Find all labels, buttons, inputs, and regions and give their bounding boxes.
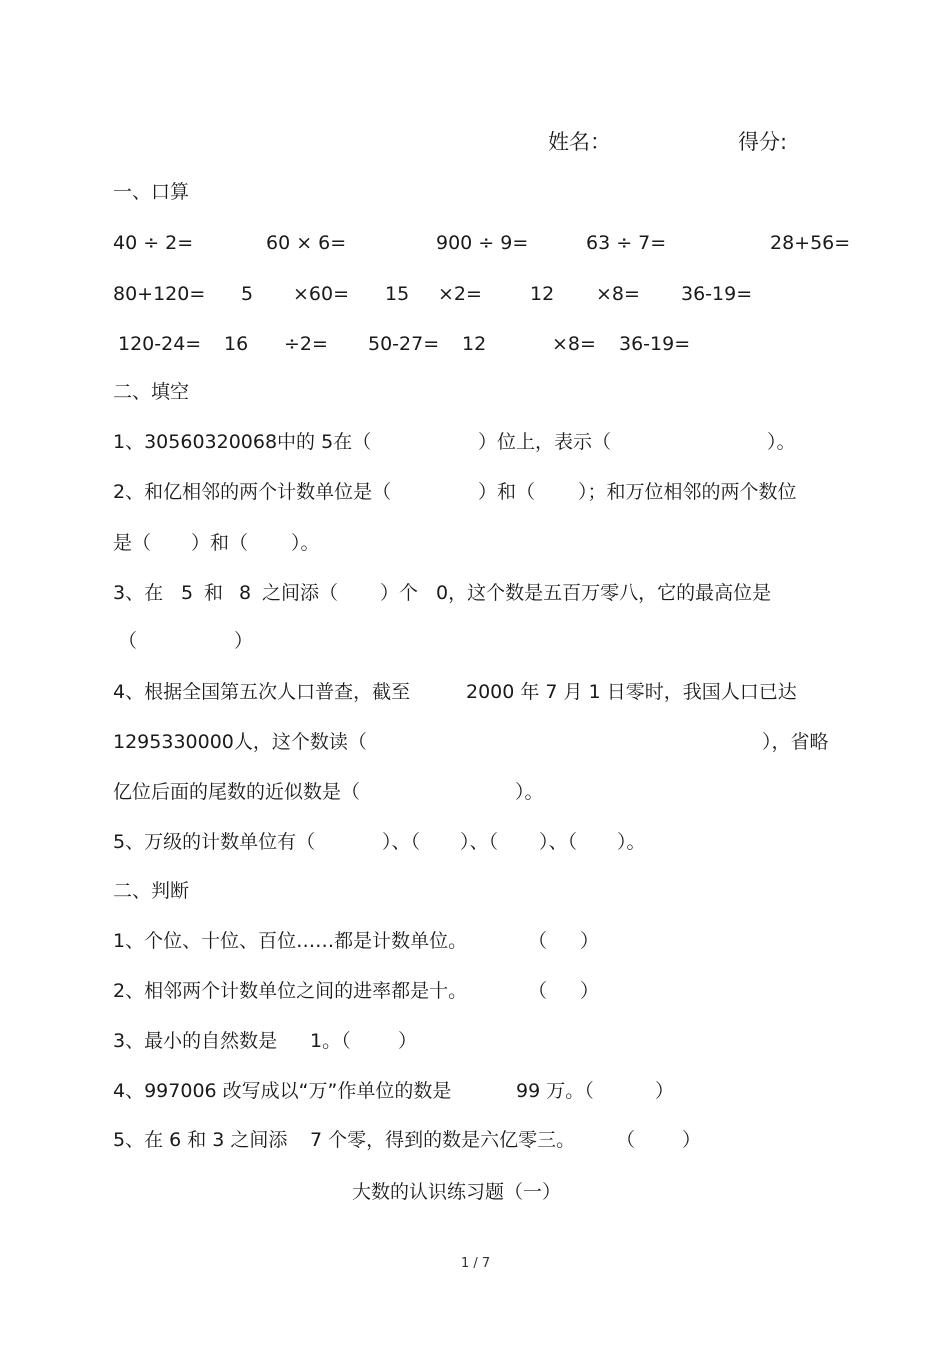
- question-text: 4、997006 改写成以“万”作单位的数是: [113, 1080, 452, 1102]
- document-title: 大数的认识练习题（一）: [352, 1181, 562, 1203]
- calc-item: 15: [385, 283, 410, 305]
- question-text: 2、和亿相邻的两个计数单位是（: [113, 481, 392, 503]
- question-text: ）。: [617, 831, 646, 853]
- calc-item: 40 ÷ 2=: [113, 232, 194, 254]
- section-title-true-false: 二、判断: [113, 880, 190, 902]
- score-label: 得分:: [738, 130, 788, 154]
- question-text: 1、30560320068中的 5在（: [113, 431, 372, 453]
- calc-item: 36-19=: [681, 283, 753, 305]
- question-text: （: [118, 630, 138, 652]
- question-text: 99 万。（: [516, 1080, 594, 1102]
- section-title-fill-blank: 二、填空: [113, 381, 190, 403]
- calc-item: ×8=: [552, 333, 596, 355]
- question-text: 7 个零，得到的数是六亿零三。: [310, 1129, 576, 1151]
- question-text: ）、（: [539, 831, 578, 853]
- question-text: 2000 年 7 月 1 日零时，我国人口已达: [466, 681, 797, 703]
- question-text: 亿位后面的尾数的近似数是（: [113, 781, 361, 803]
- question-text: ）位上，表示（: [478, 431, 612, 453]
- calc-item: 80+120=: [113, 283, 206, 305]
- question-text: 2、相邻两个计数单位之间的进率都是十。: [113, 980, 468, 1002]
- calc-item: ÷2=: [284, 333, 328, 355]
- page-number: 1 / 7: [461, 1256, 491, 1271]
- answer-bracket-close: ）: [580, 980, 600, 1002]
- calc-item: ×8=: [596, 283, 640, 305]
- answer-bracket-close: ）: [398, 1030, 418, 1052]
- calc-item: 16: [224, 333, 249, 355]
- answer-bracket-close: ）: [655, 1080, 675, 1102]
- question-text: ）个: [380, 582, 419, 604]
- question-text: ）、（: [460, 831, 499, 853]
- calc-item: 5: [241, 283, 254, 305]
- question-text: ）和（: [191, 532, 249, 554]
- question-text: ）。: [767, 431, 796, 453]
- calc-item: 12: [462, 333, 487, 355]
- calc-item: 28+56=: [770, 232, 851, 254]
- calc-item: 900 ÷ 9=: [436, 232, 529, 254]
- answer-bracket-close: ）: [580, 930, 600, 952]
- calc-item: 12: [530, 283, 555, 305]
- calc-item: 36-19=: [619, 333, 691, 355]
- calc-item: 63 ÷ 7=: [586, 232, 667, 254]
- question-text: 1。（: [310, 1030, 351, 1052]
- question-text: 之间添（: [262, 582, 339, 604]
- section-title-mental-math: 一、口算: [113, 181, 190, 203]
- question-text: 4、根据全国第五次人口普查，截至: [113, 681, 411, 703]
- question-text: ）和（: [478, 481, 536, 503]
- question-text: 5: [181, 582, 194, 604]
- question-text: 0，这个数是五百万零八，它的最高位是: [436, 582, 772, 604]
- question-text: 是（: [113, 532, 152, 554]
- answer-bracket-open: （: [528, 980, 548, 1002]
- question-text: ）。: [291, 532, 320, 554]
- name-label: 姓名：: [548, 130, 611, 154]
- question-text: ）: [234, 630, 254, 652]
- question-text: 5、万级的计数单位有（: [113, 831, 316, 853]
- question-text: 3、最小的自然数是: [113, 1030, 278, 1052]
- answer-bracket-open: （: [528, 930, 548, 952]
- question-text: 3、在: [113, 582, 164, 604]
- calc-item: ×2=: [438, 283, 482, 305]
- question-text: ），省略: [762, 731, 829, 753]
- calc-item: ×60=: [293, 283, 350, 305]
- question-text: ）。: [515, 781, 544, 803]
- question-text: 和: [204, 582, 224, 604]
- question-text: ）、（: [382, 831, 421, 853]
- question-text: 1295330000人，这个数读（: [113, 731, 367, 753]
- question-text: ）；和万位相邻的两个数位: [578, 481, 797, 503]
- question-text: 8: [239, 582, 252, 604]
- question-text: 5、在 6 和 3 之间添: [113, 1129, 288, 1151]
- answer-bracket-close: ）: [682, 1129, 702, 1151]
- calc-item: 120-24=: [118, 333, 202, 355]
- calc-item: 50-27=: [368, 333, 440, 355]
- question-text: 1、个位、十位、百位……都是计数单位。: [113, 930, 468, 952]
- answer-bracket-open: （: [616, 1129, 636, 1151]
- calc-item: 60 × 6=: [266, 232, 347, 254]
